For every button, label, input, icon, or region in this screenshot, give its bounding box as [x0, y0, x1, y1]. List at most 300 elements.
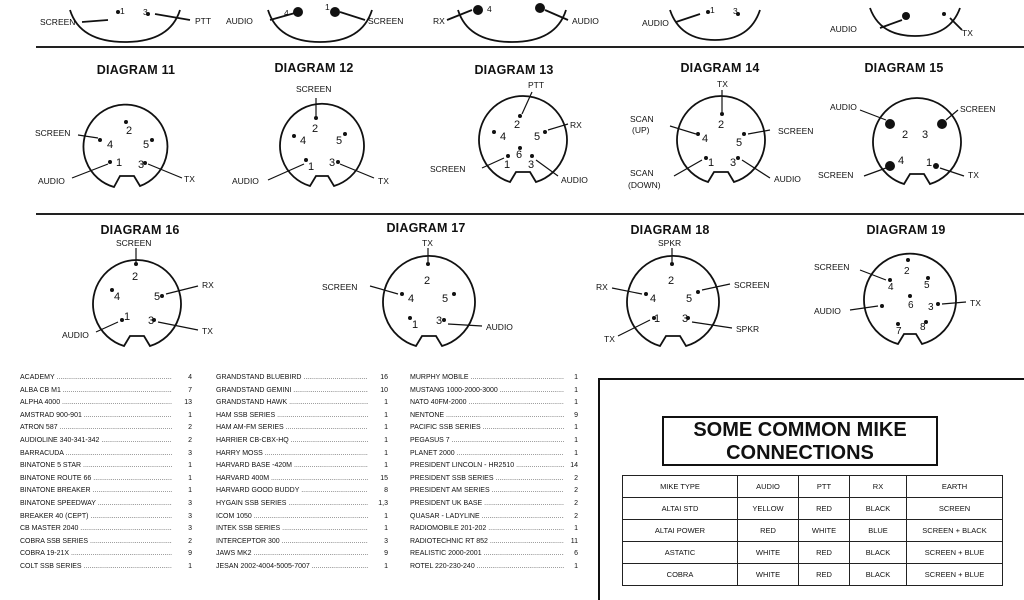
list-item: [216, 523, 388, 536]
diagram-number: 1: [574, 424, 578, 432]
diagram-title: DIAGRAM 12: [274, 61, 354, 75]
table-cell: BLACK: [850, 564, 907, 586]
pin-number: 1: [120, 6, 125, 16]
list-item: [410, 410, 578, 423]
pin-number: 3: [928, 302, 934, 313]
diagram-title: DIAGRAM 11: [96, 63, 176, 77]
list-item: [216, 385, 388, 398]
pin-number: 2: [902, 129, 909, 141]
radio-model-name: MURPHY MOBILE .....: [410, 372, 564, 385]
radio-model-name: PACIFIC SSB SERIES .....: [410, 422, 564, 435]
pin-label: AUDIO: [561, 175, 588, 185]
diagram-number: 15: [380, 474, 388, 482]
diagram-16: [50, 236, 230, 356]
diagram-number: 1: [384, 462, 388, 470]
list-item: [410, 473, 578, 486]
radio-list-column-2: [216, 372, 388, 574]
radio-model-name: QUASAR - LADYLINE .....: [410, 511, 564, 524]
radio-list-column-1: [20, 372, 192, 574]
radio-model-name: BINATONE BREAKER .....: [20, 485, 172, 498]
pin-label: AUDIO: [814, 306, 841, 316]
list-item: [20, 498, 192, 511]
table-row: [623, 564, 1003, 586]
top-label: SCREEN: [40, 17, 76, 27]
pin-number: 2: [312, 123, 319, 135]
pin-number: 4: [702, 133, 709, 145]
diagram-number: 1: [384, 411, 388, 419]
pin-number: 2: [132, 271, 139, 283]
pin-number: 1: [325, 2, 330, 12]
pin-label: SPKR: [736, 324, 760, 334]
radio-model-name: HAM AM-FM SERIES .....: [216, 422, 368, 435]
pin-label: AUDIO: [486, 322, 513, 332]
pin-number: 3: [143, 7, 148, 17]
list-item: [216, 448, 388, 461]
pin-label: SCAN: [630, 168, 654, 178]
diagram-number: 2: [574, 512, 578, 520]
pin-label: SCREEN: [296, 84, 332, 94]
diagram-number: 2: [574, 499, 578, 507]
top-label: AUDIO: [642, 18, 669, 28]
list-item: [216, 536, 388, 549]
top-label: AUDIO: [226, 16, 253, 26]
pin-label: SCREEN: [818, 170, 854, 180]
diagram-number: 1: [574, 386, 578, 394]
table-row: [623, 520, 1003, 542]
table-cell: SCREEN + BLUE: [907, 542, 1003, 564]
pin-label: SCREEN: [35, 128, 71, 138]
table-cell: RED: [799, 542, 850, 564]
list-item: [410, 485, 578, 498]
diagram-number: 16: [380, 374, 388, 381]
pin-label: AUDIO: [830, 102, 857, 112]
diagram-19: [810, 240, 1024, 350]
diagram-13: [428, 78, 613, 198]
table-row: [623, 498, 1003, 520]
diagram-number: 13: [184, 399, 192, 407]
title-line: CONNECTIONS: [726, 442, 874, 464]
radio-model-name: BINATONE SPEEDWAY .....: [20, 498, 172, 511]
pin-label: TX: [184, 174, 195, 184]
top-label: SCREEN: [368, 16, 404, 26]
pin-number: 3: [436, 315, 443, 327]
diagram-number: 3: [188, 525, 192, 533]
pin-number: 1: [308, 161, 315, 173]
diagram-number: 1: [384, 512, 388, 520]
pin-label: TX: [968, 170, 979, 180]
pin-number: 8: [920, 322, 926, 333]
pin-number: 6: [516, 149, 523, 161]
table-cell: ASTATIC: [623, 542, 738, 564]
diagram-number: 1: [574, 399, 578, 407]
radio-list-column-3: [410, 372, 578, 574]
top-label: AUDIO: [830, 24, 857, 34]
list-item: [216, 460, 388, 473]
list-item: [410, 435, 578, 448]
list-item: [216, 473, 388, 486]
pin-number: 5: [143, 139, 150, 151]
table-cell: YELLOW: [738, 498, 799, 520]
diagram-number: 1: [384, 436, 388, 444]
pin-number: 5: [154, 291, 161, 303]
diagram-title: DIAGRAM 19: [866, 223, 946, 237]
pin-number: 4: [487, 4, 492, 14]
pin-number: 2: [514, 119, 521, 131]
pin-number: 1: [412, 319, 419, 331]
diagram-number: 1: [384, 525, 388, 533]
pin-number: 3: [922, 129, 929, 141]
table-cell: BLACK: [850, 498, 907, 520]
pin-number: 3: [138, 159, 145, 171]
radio-model-name: PRESIDENT LINCOLN - HR2510 .....: [410, 460, 564, 473]
diagram-number: 9: [574, 411, 578, 419]
diagram-number: 1: [188, 487, 192, 495]
pin-label: RX: [570, 120, 582, 130]
pin-label: SCREEN: [430, 164, 466, 174]
list-item: [216, 511, 388, 524]
list-item: [410, 548, 578, 561]
list-item: [20, 548, 192, 561]
radio-model-name: CB MASTER 2040 .....: [20, 523, 172, 536]
pin-number: 3: [682, 313, 689, 325]
table-cell: WHITE: [738, 564, 799, 586]
list-item: [20, 448, 192, 461]
diagram-number: 14: [570, 462, 578, 470]
diagram-number: 1,3: [378, 499, 388, 507]
list-item: [216, 498, 388, 511]
pin-number: 4: [500, 131, 507, 143]
pin-label: SCREEN: [960, 104, 996, 114]
radio-model-name: ATRON 587 .....: [20, 422, 172, 435]
pin-label: RX: [202, 280, 214, 290]
table-cell: WHITE: [799, 520, 850, 542]
pin-label: SCREEN: [116, 238, 152, 248]
radio-model-name: JAWS MK2 .....: [216, 548, 368, 561]
diagram-number: 1: [384, 562, 388, 570]
pin-label: AUDIO: [62, 330, 89, 340]
diagram-number: 2: [574, 474, 578, 482]
table-cell: RED: [738, 520, 799, 542]
list-item: [216, 485, 388, 498]
list-item: [410, 561, 578, 574]
pin-number: 1: [926, 157, 933, 169]
table-cell: SCREEN + BLUE: [907, 564, 1003, 586]
table-row: [623, 542, 1003, 564]
pin-number: 5: [924, 280, 930, 291]
pin-number: 5: [534, 131, 541, 143]
table-cell: SCREEN + BLACK: [907, 520, 1003, 542]
list-item: [216, 397, 388, 410]
diagram-title: DIAGRAM 16: [100, 223, 180, 237]
radio-model-name: JESAN 2002-4004-5005-7007 .....: [216, 561, 368, 574]
list-item: [20, 536, 192, 549]
list-item: [20, 485, 192, 498]
pin-number: 2: [718, 119, 725, 131]
pin-number: 5: [736, 137, 743, 149]
pin-number: 1: [708, 157, 715, 169]
diagram-number: 3: [188, 449, 192, 457]
pin-number: 3: [730, 157, 737, 169]
diagram-number: 2: [188, 424, 192, 432]
radio-model-name: HARVARD BASE -420M .....: [216, 460, 368, 473]
pin-number: 4: [898, 155, 905, 167]
pin-number: 3: [148, 315, 155, 327]
diagram-number: 1: [384, 424, 388, 432]
table-cell: COBRA: [623, 564, 738, 586]
radio-model-name: ROTEL 220-230-240 .....: [410, 561, 564, 574]
diagram-number: 1: [188, 474, 192, 482]
radio-model-name: HAM SSB SERIES .....: [216, 410, 368, 423]
list-item: [20, 372, 192, 385]
pin-number: 2: [668, 275, 675, 287]
pin-number: 4: [650, 293, 657, 305]
radio-model-name: BARRACUDA .....: [20, 448, 172, 461]
radio-model-name: BINATONE 5 STAR .....: [20, 460, 172, 473]
pin-number: 3: [329, 157, 336, 169]
radio-model-name: BINATONE ROUTE 66 .....: [20, 473, 172, 486]
radio-model-name: COBRA 19-21X .....: [20, 548, 172, 561]
pin-label: TX: [604, 334, 615, 344]
table-cell: WHITE: [738, 542, 799, 564]
radio-model-name: NATO 40FM-2000 .....: [410, 397, 564, 410]
pin-label: RX: [596, 282, 608, 292]
pin-label: SCREEN: [814, 262, 850, 272]
pin-number: 5: [336, 135, 343, 147]
radio-model-name: RADIOMOBILE 201-202 .....: [410, 523, 564, 536]
diagram-number: 4: [188, 374, 192, 381]
diagram-14: [620, 78, 830, 198]
divider-line: [36, 46, 1024, 48]
list-item: [216, 410, 388, 423]
radio-model-name: INTERCEPTOR 300 .....: [216, 536, 368, 549]
radio-model-name: BREAKER 40 (CEPT) .....: [20, 511, 172, 524]
diagram-number: 3: [384, 537, 388, 545]
list-item: [20, 435, 192, 448]
list-item: [216, 561, 388, 574]
diagram-number: 2: [188, 537, 192, 545]
radio-model-name: PRESIDENT UK BASE .....: [410, 498, 564, 511]
pin-label: (UP): [632, 125, 650, 135]
column-header: RX: [850, 476, 907, 498]
list-item: [216, 548, 388, 561]
pin-label: TX: [202, 326, 213, 336]
pin-number: 1: [116, 157, 123, 169]
radio-model-name: ALBA CB M1 .....: [20, 385, 172, 398]
pin-label: TX: [717, 79, 728, 89]
radio-model-name: GRANDSTAND BLUEBIRD .....: [216, 372, 368, 385]
pin-number: 4: [888, 282, 894, 293]
radio-model-name: MUSTANG 1000-2000-3000 .....: [410, 385, 564, 398]
pin-label: SCAN: [630, 114, 654, 124]
diagram-17: [318, 236, 528, 356]
list-item: [20, 561, 192, 574]
top-label: PTT: [195, 16, 212, 26]
pin-number: 4: [114, 291, 121, 303]
diagram-11: [30, 92, 200, 202]
mike-connections-panel: [598, 378, 1024, 600]
radio-model-name: AUDIOLINE 340-341-342 .....: [20, 435, 172, 448]
pin-number: 7: [896, 326, 902, 337]
diagram-number: 2: [574, 487, 578, 495]
column-header: EARTH: [907, 476, 1003, 498]
list-item: [410, 498, 578, 511]
pin-label: AUDIO: [774, 174, 801, 184]
diagram-title: DIAGRAM 15: [864, 61, 944, 75]
diagram-18: [580, 236, 790, 356]
diagram-number: 1: [574, 436, 578, 444]
diagram-number: 1: [574, 525, 578, 533]
radio-model-name: ICOM 1050 .....: [216, 511, 368, 524]
list-item: [410, 385, 578, 398]
pin-number: 1: [124, 311, 131, 323]
radio-model-name: PLANET 2000 .....: [410, 448, 564, 461]
list-item: [20, 397, 192, 410]
list-item: [216, 422, 388, 435]
pin-number: 6: [908, 300, 914, 311]
diagram-title: DIAGRAM 13: [474, 63, 554, 77]
list-item: [20, 422, 192, 435]
radio-model-name: ACADEMY .....: [20, 372, 172, 385]
pin-number: 5: [442, 293, 449, 305]
list-item: [20, 473, 192, 486]
diagram-number: 9: [188, 550, 192, 558]
radio-model-name: HARRIER CB-CBX-HQ .....: [216, 435, 368, 448]
diagram-number: 11: [570, 537, 578, 545]
table-cell: ALTAI POWER: [623, 520, 738, 542]
mike-connections-title: [662, 416, 938, 466]
radio-model-name: HARVARD GOOD BUDDY .....: [216, 485, 368, 498]
pin-number: 4: [107, 139, 114, 151]
diagram-15: [818, 80, 1024, 200]
pin-number: 3: [528, 159, 535, 171]
pin-number: 1: [710, 5, 715, 15]
list-item: [20, 410, 192, 423]
pin-label: TX: [378, 176, 389, 186]
radio-model-name: COBRA SSB SERIES .....: [20, 536, 172, 549]
radio-model-name: GRANDSTAND GEMINI .....: [216, 385, 368, 398]
table-cell: RED: [799, 564, 850, 586]
radio-model-name: REALISTIC 2000-2001 .....: [410, 548, 564, 561]
pin-label: (DOWN): [628, 180, 661, 190]
table-header-row: [623, 476, 1003, 498]
pin-label: PTT: [528, 80, 545, 90]
diagram-title: DIAGRAM 14: [680, 61, 760, 75]
radio-model-name: GRANDSTAND HAWK .....: [216, 397, 368, 410]
radio-model-name: INTEK SSB SERIES .....: [216, 523, 368, 536]
pin-number: 2: [126, 125, 133, 137]
top-label: AUDIO: [572, 16, 599, 26]
list-item: [20, 385, 192, 398]
diagram-number: 2: [188, 436, 192, 444]
diagram-title: DIAGRAM 17: [386, 221, 466, 235]
diagram-number: 3: [188, 512, 192, 520]
diagram-number: 10: [380, 386, 388, 394]
list-item: [410, 536, 578, 549]
radio-model-name: AMSTRAD 900-901 .....: [20, 410, 172, 423]
table-cell: BLACK: [850, 542, 907, 564]
top-label: TX: [962, 28, 973, 38]
table-cell: SCREEN: [907, 498, 1003, 520]
radio-model-name: HYGAIN SSB SERIES .....: [216, 498, 368, 511]
list-item: [410, 372, 578, 385]
pin-number: 5: [686, 293, 693, 305]
list-item: [410, 422, 578, 435]
pin-number: 2: [424, 275, 431, 287]
diagram-number: 1: [384, 399, 388, 407]
diagram-number: 3: [188, 499, 192, 507]
pin-label: AUDIO: [38, 176, 65, 186]
pin-label: SCREEN: [778, 126, 814, 136]
radio-model-name: HARRY MOSS .....: [216, 448, 368, 461]
diagram-number: 7: [188, 386, 192, 394]
pin-number: 4: [408, 293, 415, 305]
list-item: [20, 460, 192, 473]
diagram-12: [228, 80, 403, 200]
diagram-number: 6: [574, 550, 578, 558]
diagram-number: 1: [574, 449, 578, 457]
diagram-number: 1: [574, 562, 578, 570]
table-cell: BLUE: [850, 520, 907, 542]
pin-number: 4: [284, 8, 289, 18]
top-strip-diagrams: [0, 0, 1024, 46]
table-cell: ALTAI STD: [623, 498, 738, 520]
list-item: [20, 523, 192, 536]
diagram-number: 1: [188, 411, 192, 419]
pin-number: 4: [300, 135, 307, 147]
radio-model-name: COLT SSB SERIES .....: [20, 561, 172, 574]
diagram-number: 1: [574, 374, 578, 381]
pin-number: 3: [733, 6, 738, 16]
list-item: [410, 397, 578, 410]
pin-label: SCREEN: [322, 282, 358, 292]
radio-model-name: PRESIDENT AM SERIES .....: [410, 485, 564, 498]
column-header: MIKE TYPE: [623, 476, 738, 498]
list-item: [410, 523, 578, 536]
diagram-number: 1: [188, 562, 192, 570]
pin-label: TX: [970, 298, 981, 308]
pin-number: 2: [904, 266, 910, 277]
list-item: [216, 372, 388, 385]
divider-line: [36, 213, 1024, 215]
radio-model-name: PEGASUS 7 .....: [410, 435, 564, 448]
pin-label: SPKR: [658, 238, 682, 248]
radio-model-name: HARVARD 400M .....: [216, 473, 368, 486]
pin-label: TX: [422, 238, 433, 248]
pin-label: SCREEN: [734, 280, 770, 290]
radio-model-name: NENTONE .....: [410, 410, 564, 423]
diagram-number: 1: [188, 462, 192, 470]
list-item: [410, 511, 578, 524]
diagram-number: 8: [384, 487, 388, 495]
list-item: [410, 460, 578, 473]
top-label: RX: [433, 16, 445, 26]
radio-model-name: PRESIDENT SSB SERIES .....: [410, 473, 564, 486]
pin-label: AUDIO: [232, 176, 259, 186]
list-item: [410, 448, 578, 461]
list-item: [20, 511, 192, 524]
radio-model-name: ALPHA 4000 .....: [20, 397, 172, 410]
title-line: SOME COMMON MIKE: [693, 419, 907, 441]
list-item: [216, 435, 388, 448]
pin-number: 1: [654, 313, 661, 325]
pin-number: 1: [504, 159, 511, 171]
diagram-number: 9: [384, 550, 388, 558]
table-cell: RED: [799, 498, 850, 520]
column-header: PTT: [799, 476, 850, 498]
mike-connections-table: [622, 475, 1003, 586]
column-header: AUDIO: [738, 476, 799, 498]
diagram-number: 1: [384, 449, 388, 457]
